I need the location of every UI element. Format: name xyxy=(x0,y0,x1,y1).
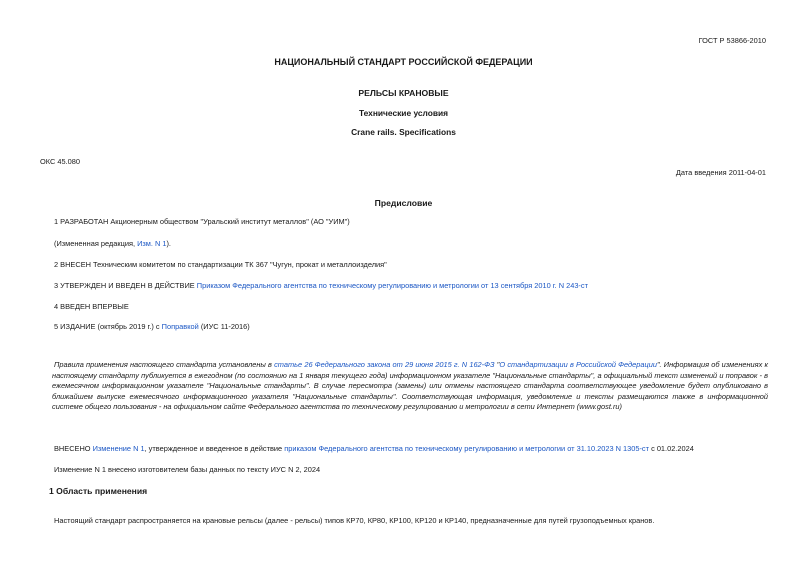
section-1-title: 1 Область применения xyxy=(49,486,148,496)
edition-suffix: (ИУС 11-2016) xyxy=(198,322,250,331)
amendment-introduced xyxy=(54,444,694,454)
preface-title: Предисловие xyxy=(374,198,433,208)
edition-prefix: 5 ИЗДАНИЕ (октябрь 2019 г.) с xyxy=(54,322,162,331)
document-subtitle: Технические условия xyxy=(358,108,449,118)
preface-item-edition xyxy=(54,322,250,332)
federal-law-link[interactable]: статье 26 Федерального закона от 29 июня 2015 г. N 162-ФЗ xyxy=(274,360,495,369)
national-standard-heading: НАЦИОНАЛЬНЫЙ СТАНДАРТ РОССИЙСКОЙ ФЕДЕРАЦИИ xyxy=(274,57,533,67)
rules-rest: ". Информация об изменениях к настоящему стандарту публикуется в ежегодном (по состоянию на 1 января текущего года) информационном указателе "Национальные стандарты", а официальный текст изменений и поправок - в ежемесячном информационном указателе "Национальные стандарты". В случае пересмотра (замены) или отмены настоящего стандарта соответствующее уведомление будет опубликовано в ближайшем выпуске ежемесячного информационного указателя "Национальные стандарты". Соответствующая информация, уведомление и тексты размещаются также в информационной системе общего пользования - на официальном сайте Федерального агентства по техническому регулированию и метрологии в сети Интернет (www.gost.ru) xyxy=(52,360,768,412)
standardization-law-link[interactable]: О стандартизации в Российской Федерации xyxy=(499,360,657,369)
document-title: РЕЛЬСЫ КРАНОВЫЕ xyxy=(358,88,449,98)
amendment-mid: , утвержденное и введенное в действие xyxy=(144,444,285,453)
preface-item-first: 4 ВВЕДЕН ВПЕРВЫЕ xyxy=(54,302,129,311)
preface-item-developed: 1 РАЗРАБОТАН Акционерным обществом "Уральский институт металлов" (АО "УИМ") xyxy=(54,217,350,226)
order-2010-link[interactable]: Приказом Федерального агентства по техническому регулированию и метрологии от 13 сентября 2010 г. N 243-ст xyxy=(196,281,588,290)
amendment-1-link[interactable]: Изм. N 1 xyxy=(137,239,167,248)
oks-code: ОКС 45.080 xyxy=(40,157,80,166)
correction-link[interactable]: Поправкой xyxy=(161,322,199,331)
amendment-suffix: с 01.02.2024 xyxy=(649,444,694,453)
edited-suffix: ). xyxy=(166,239,171,248)
introduction-date: Дата введения 2011-04-01 xyxy=(675,168,766,177)
amendment-prefix: ВНЕСЕНО xyxy=(54,444,93,453)
preface-item-edited xyxy=(54,239,171,249)
application-rules-paragraph xyxy=(52,360,768,413)
document-code: ГОСТ Р 53866-2010 xyxy=(698,36,766,45)
rules-prefix: Правила применения настоящего стандарта установлены в xyxy=(54,360,275,369)
preface-item-submitted: 2 ВНЕСЕН Техническим комитетом по стандартизации ТК 367 "Чугун, прокат и металлоизделия" xyxy=(54,260,387,269)
rules-quote-open: " xyxy=(494,360,500,369)
preface-item-approved xyxy=(54,281,588,291)
order-2023-link[interactable]: приказом Федерального агентства по техническому регулированию и метрологии от 31.10.2023 N 1305-ст xyxy=(284,444,650,453)
document-english-title: Crane rails. Specifications xyxy=(351,127,456,137)
edited-prefix: (Измененная редакция, xyxy=(54,239,138,248)
change-1-link[interactable]: Изменение N 1 xyxy=(92,444,145,453)
amendment-note: Изменение N 1 внесено изготовителем базы данных по тексту ИУС N 2, 2024 xyxy=(54,465,321,474)
section-1-text: Настоящий стандарт распространяется на крановые рельсы (далее - рельсы) типов КР70, КР80, КР100, КР120 и КР140, предназначенные для путей грузоподъемных кранов. xyxy=(54,516,655,525)
approved-prefix: 3 УТВЕРЖДЕН И ВВЕДЕН В ДЕЙСТВИЕ xyxy=(54,281,197,290)
